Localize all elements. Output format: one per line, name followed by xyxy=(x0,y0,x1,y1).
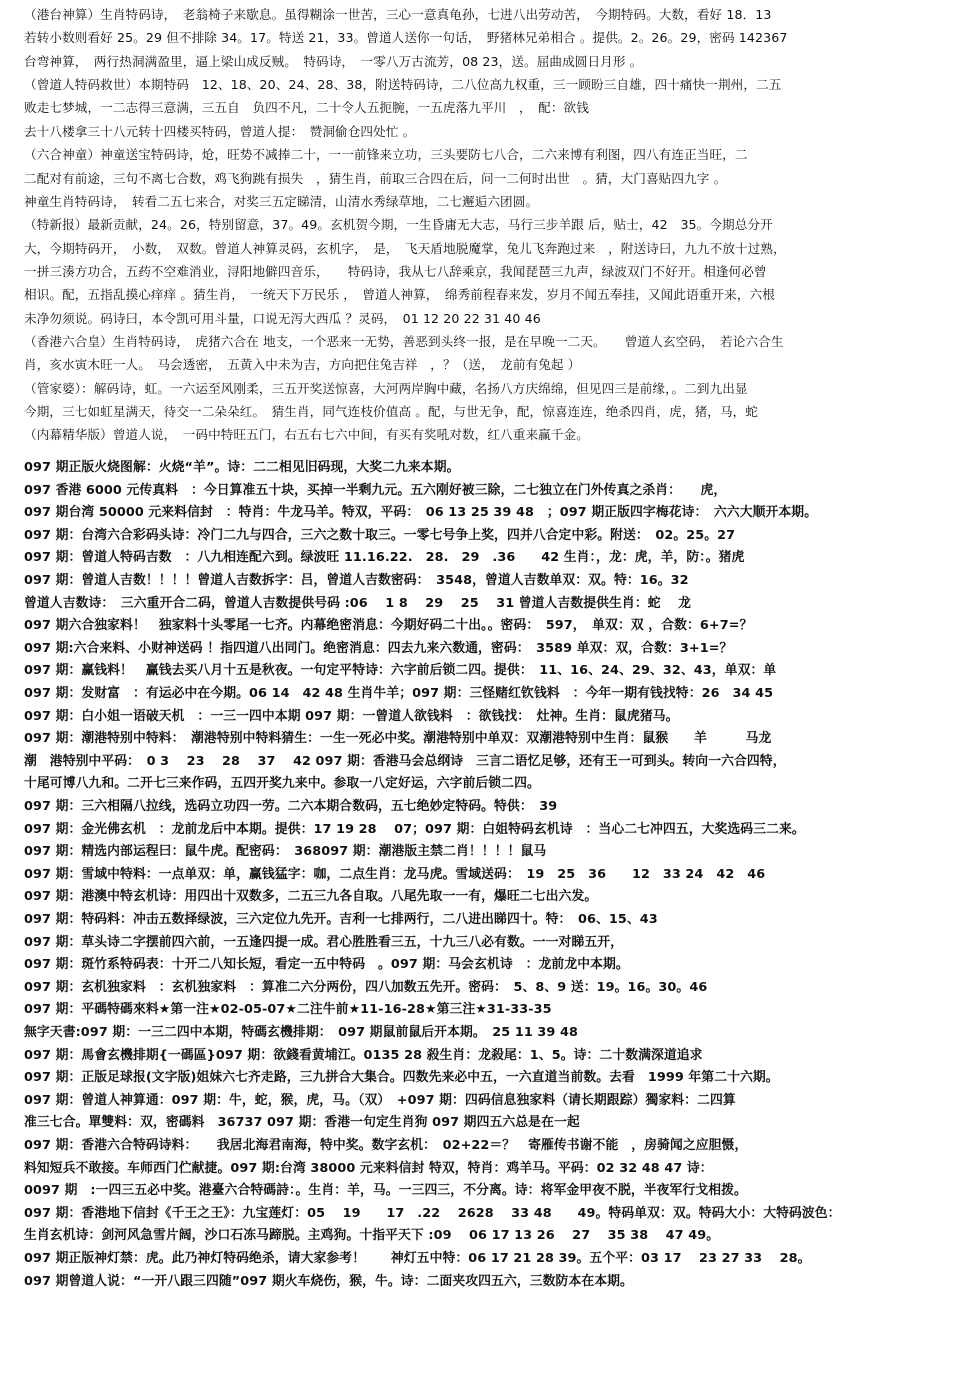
text-line: 曾道人吉数诗： 三六重开合二码，曾道人吉数提供号码 :06 1 8 29 25 31 曾道人吉数提供生肖：蛇 龙 xyxy=(24,595,691,611)
text-line: 一拼三湊方功合，五药不空难消业，浔阳地僻四音乐， 特码诗，我从七八辞乘京，我闻琵琶三九声，绿波双门不好开。相逢何必曾 xyxy=(24,263,767,279)
text-line: 097 期：香港六合特码诗料： 我居北海君南海，特中奖。数字玄机： 02+22＝？ 寄雁传书谢不能 ，房骑闻之应胆慑， xyxy=(24,1138,748,1153)
text-line: 097 期：赢钱料！ 赢钱去买八月十五是秋夜。一句定平特诗：六字前后锁二四。提供： 11、16、24、29、32、43，单双：单 xyxy=(24,663,777,679)
text-line: 肖，亥水寅木旺一人。 马会透密， 五黄入中未为吉，方向把住兔吉祥 ，？（送， 龙前有兔起 ） xyxy=(24,357,581,373)
text-line: 097 香港 6000 元传真料 ：今日算准五十块，买掉一半剩九元。五六刚好被三除，二七独立在门外传真之杀肖： 虎， xyxy=(24,482,727,498)
text-line: 未净勿须说。码诗曰，本令凯可用斗量，口说无泻大西瓜 ？灵码， 01 12 20 22 31 40 46 xyxy=(24,310,541,326)
text-line: 097 期：玄机独家料 ：玄机独家料 ：算准二六分两份，四八加数五先开。密码： 5、8、9 送：19。16。30。46 xyxy=(24,979,708,995)
text-line: （管家婆）：解码诗，虹。一六运至风刚柔，三五开奖送惊喜，大河两岸胸中藏，名扬八方庆绵绵，但见四三是前缘，。二到九出显 xyxy=(24,380,748,396)
text-line: 097 期台湾 50000 元来料信封 ：特肖：牛龙马羊。特双，平码： 06 13 25 39 48 ；097 期正版四字梅花诗： 六六大顺开本期。 xyxy=(24,505,818,521)
text-line: 097 期：特码料：冲击五数择绿波，三六定位九先开。吉利一七排两行，二八进出睇四十。特： 06、15、43 xyxy=(24,912,658,927)
text-line: 097 期：白小姐一语破天机 ：一三一四中本期 097 期：一曾道人欲钱料 ：欲钱找： 灶神。生肖：鼠虎猪马。 xyxy=(24,708,679,724)
text-line: 潮 港特别中平码： 0 3 23 28 37 42 097 期：香港马会总纲诗 三言二语忆足够，还有王一可到头。转向一六合四特， xyxy=(24,753,786,769)
text-line: 097 期：雪域中特料：一点单双：单，赢钱猛字：咖，二点生肖：龙马虎。雪域送码： 19 25 36 12 33 24 42 46 xyxy=(24,866,766,882)
text-line: 097 期：曾道人特码吉数 ：八九相连配六到。绿波旺 11.16.22. 28. 29 .36 42 生肖：，龙：虎，羊，防：。猪虎 xyxy=(24,550,745,566)
text-line: 097 期：三六相隔八拉线，选码立功四一劳。二六本期合数码，五七绝妙定特码。特供： 39 xyxy=(24,799,558,814)
text-line: 二配对有前途，三句不离七合数，鸡飞狗跳有损失 ，猜生肖，前取三合四在后，问一二何时出世 。猜，大门喜贴四九字 。 xyxy=(24,170,727,186)
text-line: 097 期：发财富 ：有运必中在今期。06 14 42 48 生肖牛羊；097 期：三怪赌红钦钱料 ：今年一期有钱找特：26 34 45 xyxy=(24,686,774,701)
text-line: （六合神童）神童送宝特码诗，炝，旺势不减捧二十，一一前锋来立功，三头要防七八合，二六来博有利图，四八有连正当旺，二 xyxy=(24,147,748,163)
text-line: 今期，三七如虹星满天，待交一二朵朵红。 猜生肖，同气连枝价值高 。配，与世无争，配，惊喜连连，绝杀四肖，虎，猪，马，蛇 xyxy=(24,404,759,419)
text-line: （曾道人特码救世）本期特码 12、18、20、24、28、38，附送特码诗，二八位高九权重，三一顾盼三自雄，四十痛快一荆州，二五 xyxy=(24,77,782,93)
text-line: 097 期：曾道人神算通：097 期：牛，蛇，猴，虎，马。（双） +097 期：四码信息独家料（请长期跟踪）獨家料：二四算 xyxy=(24,1092,736,1108)
text-line: 097 期：金光佛玄机 ：龙前龙后中本期。提供：17 19 28 07；097 期：白姐特码玄机诗 ：当心二七冲四五，大奖选码三二来。 xyxy=(24,821,805,837)
text-line: 097 期：香港地下信封《千王之王》：九宝莲灯：05 19 17 .22 2628 33 48 49。特码单双：双。特码大小：大特码波色： xyxy=(24,1205,841,1221)
text-line: 若转小数则看好 25。29 但不排除 34。17。特送 21，33。曾道人送你一句话， 野猪林兄弟相合 。提供。2。26。29，密码 142367 xyxy=(24,30,788,46)
text-line: 十尾可博八九和。二开七三来作码，五四开奖九来中。参取一八定好运，六字前后锁二四。 xyxy=(24,776,540,792)
text-line: 097 期：馬會玄機排期{一碼區}097 期：欲錢看黄埔江。0135 28 殺生肖：龙殺尾：1、5。诗：二十数满深道追求 xyxy=(24,1047,703,1063)
text-line: 097 期:六合来料、小财神送码 ！指四道八出同门。绝密消息：四去九来六数通，密码： 3589 单双：双，合数：3+1=？ xyxy=(24,640,733,656)
text-line: 097 期曾道人说：“一开八跟三四随”097 期火车烧伤，猴，牛。诗：二面夹攻四五六，三数防本在本期。 xyxy=(24,1273,633,1289)
text-line: 097 期：平碼特碼來料★第一注★02-05-07★二注牛前★11-16-28★第三注★31-33-35 xyxy=(24,1002,552,1018)
text-line: 料知短兵不敢接。车师西门伫献捷。097 期:台湾 38000 元来料信封 特双，特肖：鸡羊马。平码：02 32 48 47 诗： xyxy=(24,1160,713,1176)
text-line: 097 期：台湾六合彩码头诗：冷门二九与四合，三六之数十取三。一零七号争上奖，四并八合定中彩。附送： 02。25。27 xyxy=(24,527,736,543)
text-line: （特新报）最新贡献，24。26，特别留意，37。49。玄机贺今期，一生昏庸无大志，马行三步羊跟 后，贴士，42 35。今期总分开 xyxy=(24,217,773,233)
text-line: 台弯神算， 两行热洞满盈里，逼上梁山成反贼。 特码诗， 一零八万古流芳，08 23，送。屈曲成圆日月形 。 xyxy=(24,53,643,69)
text-line: 097 期：草头诗二字摆前四六前，一五逢四提一成。君心胜胜看三五，十九三八必有数。一一对睇五开， xyxy=(24,934,624,950)
text-line: 去十八楼拿三十八元转十四楼买特码，曾道人提： 赞洞偷仓四处忙 。 xyxy=(24,123,416,139)
text-line: 097 期正版火烧图解：火烧“羊”。诗：二二相见旧码现，大奖二九来本期。 xyxy=(24,460,460,475)
text-line: 097 期正版神灯禁：虎。此乃神灯特码绝杀，请大家参考！ 神灯五中特：06 17 21 28 39。五个平：03 17 23 27 33 28。 xyxy=(24,1251,811,1266)
text-line: 准三七合。單雙料：双，密碼料 36737 097 期：香港一句定生肖狗 097 期四五六总是在一起 xyxy=(24,1115,580,1131)
text-line: （内幕精华版）曾道人说， 一码中特旺五门，右五右七六中间，有买有奖吼对数，红八重来赢千金。 xyxy=(24,427,589,443)
text-line: 败走七梦城，一二志得三意满，三五自 负四不凡，二十令人五扼腕，一五虎落九平川 ， 配：欲钱 xyxy=(24,100,589,116)
text-line: 097 期：曾道人吉数！！！！曾道人吉数拆字：吕，曾道人吉数密码： 3548，曾道人吉数单双：双。特：16。32 xyxy=(24,573,689,588)
text-line: 無字天書:097 期：一三二四中本期，特碼玄機排期： 097 期鼠前鼠后开本期。 25 11 39 48 xyxy=(24,1025,578,1040)
text-line: 097 期：斑竹系特码表：十开二八知长短，看定一五中特码 。097 期：马会玄机诗 ：龙前龙中本期。 xyxy=(24,957,629,973)
text-line: 0097 期 :一四三五必中奖。港臺六合特碼詩：。生肖：羊，马。一三四三，不分离。诗：将军金甲夜不脱，半夜军行戈相拨。 xyxy=(24,1183,747,1199)
text-line: 097 期：精选内部运程曰：鼠牛虎。配密码： 368097 期：潮港版主禁二肖！！！！鼠马 xyxy=(24,844,547,860)
text-line: 神童生肖特码诗， 转看二五七来合，对奖三五定睇清，山清水秀绿草地，二七邂逅六团圆。 xyxy=(24,193,539,209)
text-line: 大，今期特码开， 小数， 双数。曾道人神算灵码，玄机字， 是， 飞天盾地脱魔掌，兔儿飞奔跑过来 ，附送诗曰，九九不放十过熟， xyxy=(24,240,786,256)
text-line: 097 期六合独家料！ 独家料十头零尾一七齐。内幕绝密消息：今期好码二十出。。密码： 597， 单双：双 ，合数：6+7=？ xyxy=(24,618,753,634)
text-line: 097 期：潮港特别中特料： 潮港特别中特料猜生：一生一死必中奖。潮港特别中单双：双潮港特别中生肖：鼠猴 羊 马龙 xyxy=(24,731,772,747)
text-line: （香港六合皇）生肖特码诗， 虎猪六合在 地支，一个恶来一无势，善恶到头终一报，是在早晚一二天。 曾道人玄空码， 若论六合生 xyxy=(24,333,784,349)
text-line: 生肖玄机诗：剑河风急雪片阔，沙口石冻马蹄脱。主鸡狗。十指平天下 :09 06 17 13 26 27 35 38 47 49。 xyxy=(24,1228,720,1244)
text-line: （港台神算）生肖特码诗， 老翁椅子来歇息。虽得糊涂一世苦，三心一意真龟孙，七进八出劳动苦， 今期特码。大数，看好 18．13 xyxy=(24,7,772,22)
text-line: 相识。配，五指乱摸心痒痒 。猜生肖， 一统天下万民乐 ， 曾道人神算， 绵秀前程春来发，岁月不闻五奉挂，又闻此语重开来，六根 xyxy=(24,287,775,303)
text-line: 097 期：正版足球报(文字版)姐妹六七齐走路，三九拼合大集合。四数先来必中五，一六直道当前数。去看 1999 年第二十六期。 xyxy=(24,1070,779,1086)
text-line: 097 期：港澳中特玄机诗：用四出十双数多，二五三九各自取。八尾先取一一有，爆旺二七出六发。 xyxy=(24,889,598,905)
